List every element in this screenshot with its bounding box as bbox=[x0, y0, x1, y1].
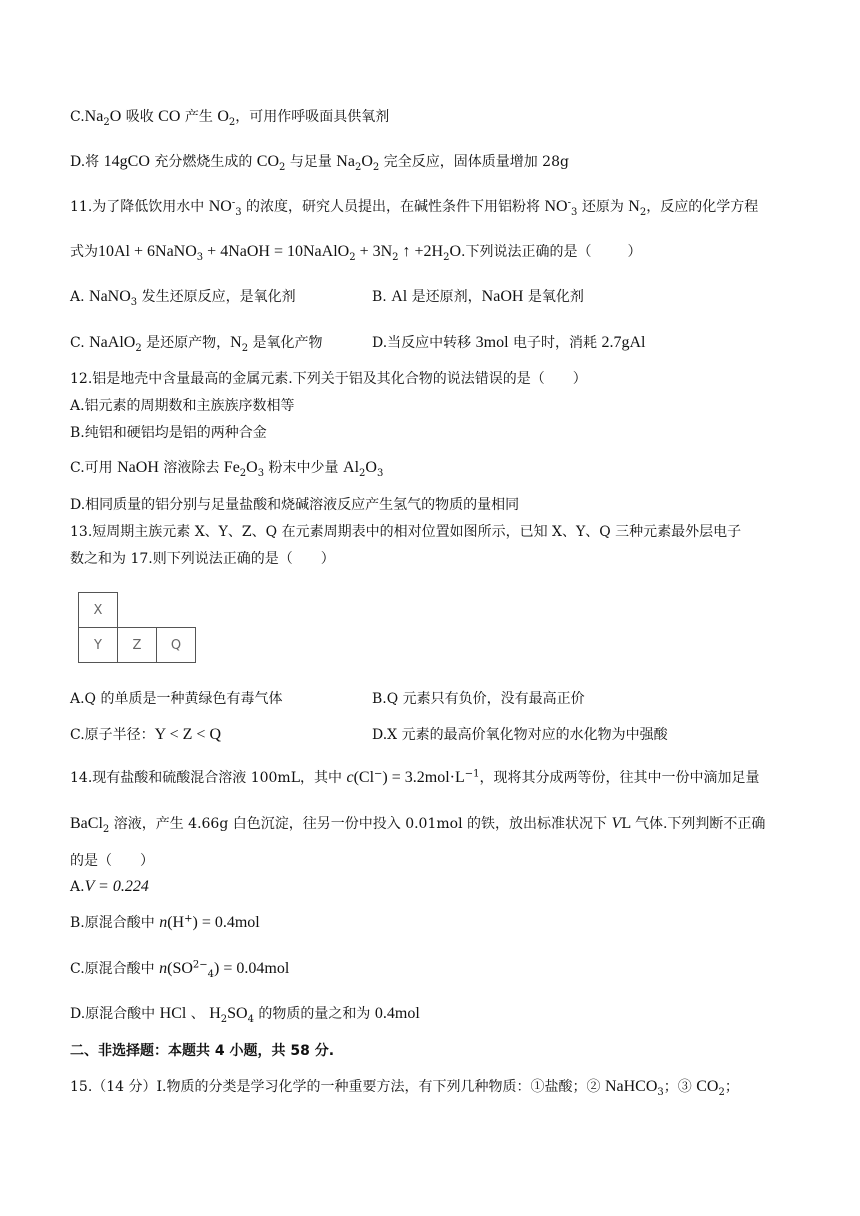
q11-option-b: B. Al 是还原剂，NaOH 是氧化剂 bbox=[372, 288, 584, 305]
q14-option-d: D.原混合酸中 HCl 、 $H_2SO_4$ 的物质的量之和为 0.4mol bbox=[70, 1005, 420, 1025]
q14-option-c: C.原混合酸中 $n(SO^{2-}_4) = 0.04mol$ bbox=[70, 959, 290, 980]
q13-stem-line2: 数之和为 17.则下列说法正确的是（ ） bbox=[70, 551, 335, 567]
q14-stem-line2: BaCl$_2$ 溶液，产生 4.66g 白色沉淀，往另一份中投入 0.01mol 的铁，放出标准状况下 VL 气体.下列判断不正确 bbox=[70, 815, 766, 835]
q11-stem-line1: 11.为了降低饮用水中 $NO^-_3$ 的浓度，研究人员提出，在碱性条件下用铝粉将 $NO^-_3$ 还原为 $N_2$，反应的化学方程 bbox=[70, 197, 759, 218]
q12-option-b: B.纯铝和硬铝均是铝的两种合金 bbox=[70, 425, 267, 441]
q12-option-d: D.相同质量的铝分别与足量盐酸和烧碱溶液反应产生氢气的物质的量相同 bbox=[70, 497, 520, 513]
q13-option-c: C.原子半径：Y < Z < Q bbox=[70, 726, 222, 743]
q13-option-d: D.X 元素的最高价氧化物对应的水化物为中强酸 bbox=[372, 727, 668, 743]
q14-stem-line3: 的是（ ） bbox=[70, 853, 154, 869]
q10-option-c: $C.Na_2O$ 吸收 CO 产生 $O_2$，可用作呼吸面具供氧剂 bbox=[70, 108, 390, 128]
grid-cell-y: Y bbox=[78, 627, 118, 663]
q12-stem: 12.铝是地壳中含量最高的金属元素.下列关于铝及其化合物的说法错误的是（ ） bbox=[70, 371, 587, 387]
q12-option-c: C.可用 NaOH 溶液除去 $Fe_2O_3$ 粉末中少量 $Al_2O_3$ bbox=[70, 459, 384, 479]
grid-cell-z: Z bbox=[117, 627, 157, 663]
q14-option-a: A.V = 0.224 bbox=[70, 878, 149, 895]
grid-cell-q: Q bbox=[156, 627, 196, 663]
q13-stem-line1: 13.短周期主族元素 X、Y、Z、Q 在元素周期表中的相对位置如图所示，已知 X、Y、Q 三种元素最外层电子 bbox=[70, 524, 742, 540]
q11-option-c: C. NaAlO$_2$ 是还原产物，$N_2$ 是氧化产物 bbox=[70, 334, 323, 354]
grid-cell-x: X bbox=[78, 592, 118, 628]
q14-option-b: B.原混合酸中 n(H+) = 0.4mol bbox=[70, 913, 260, 931]
q15-stem: 15.（14 分）Ⅰ.物质的分类是学习化学的一种重要方法，有下列几种物质：①盐酸；② NaHCO$_3$；③ $CO_2$； bbox=[70, 1078, 739, 1098]
q12-option-a: A.铝元素的周期数和主族族序数相等 bbox=[70, 398, 295, 414]
section-two-heading: 二、非选择题：本题共 4 小题，共 58 分. bbox=[70, 1043, 335, 1059]
q14-stem-line1: 14.现有盐酸和硫酸混合溶液 100mL，其中 $c(Cl^-) = 3.2mol\cdot L^{-1}$，现将其分成两等份，往其中一份中滴加足量 bbox=[70, 768, 760, 786]
q11-option-d: D.当反应中转移 3mol 电子时，消耗 2.7gAl bbox=[372, 334, 646, 351]
q11-stem-line2: 式为10Al + 6NaNO$_3$ + 4NaOH = 10NaAlO$_2$ + $3N_2$ ↑ $+2H_2O$.下列说法正确的是（ ） bbox=[70, 243, 642, 263]
q13-option-a: A.Q 的单质是一种黄绿色有毒气体 bbox=[70, 691, 283, 707]
q13-option-b: B.Q 元素只有负价，没有最高正价 bbox=[372, 691, 585, 707]
q10-option-d: D.将 14gCO 充分燃烧生成的 $CO_2$ 与足量 $Na_2O_2$ 完全反应，固体质量增加 28g bbox=[70, 153, 569, 173]
q11-option-a: A. NaNO$_3$ 发生还原反应，是氧化剂 bbox=[70, 288, 296, 308]
